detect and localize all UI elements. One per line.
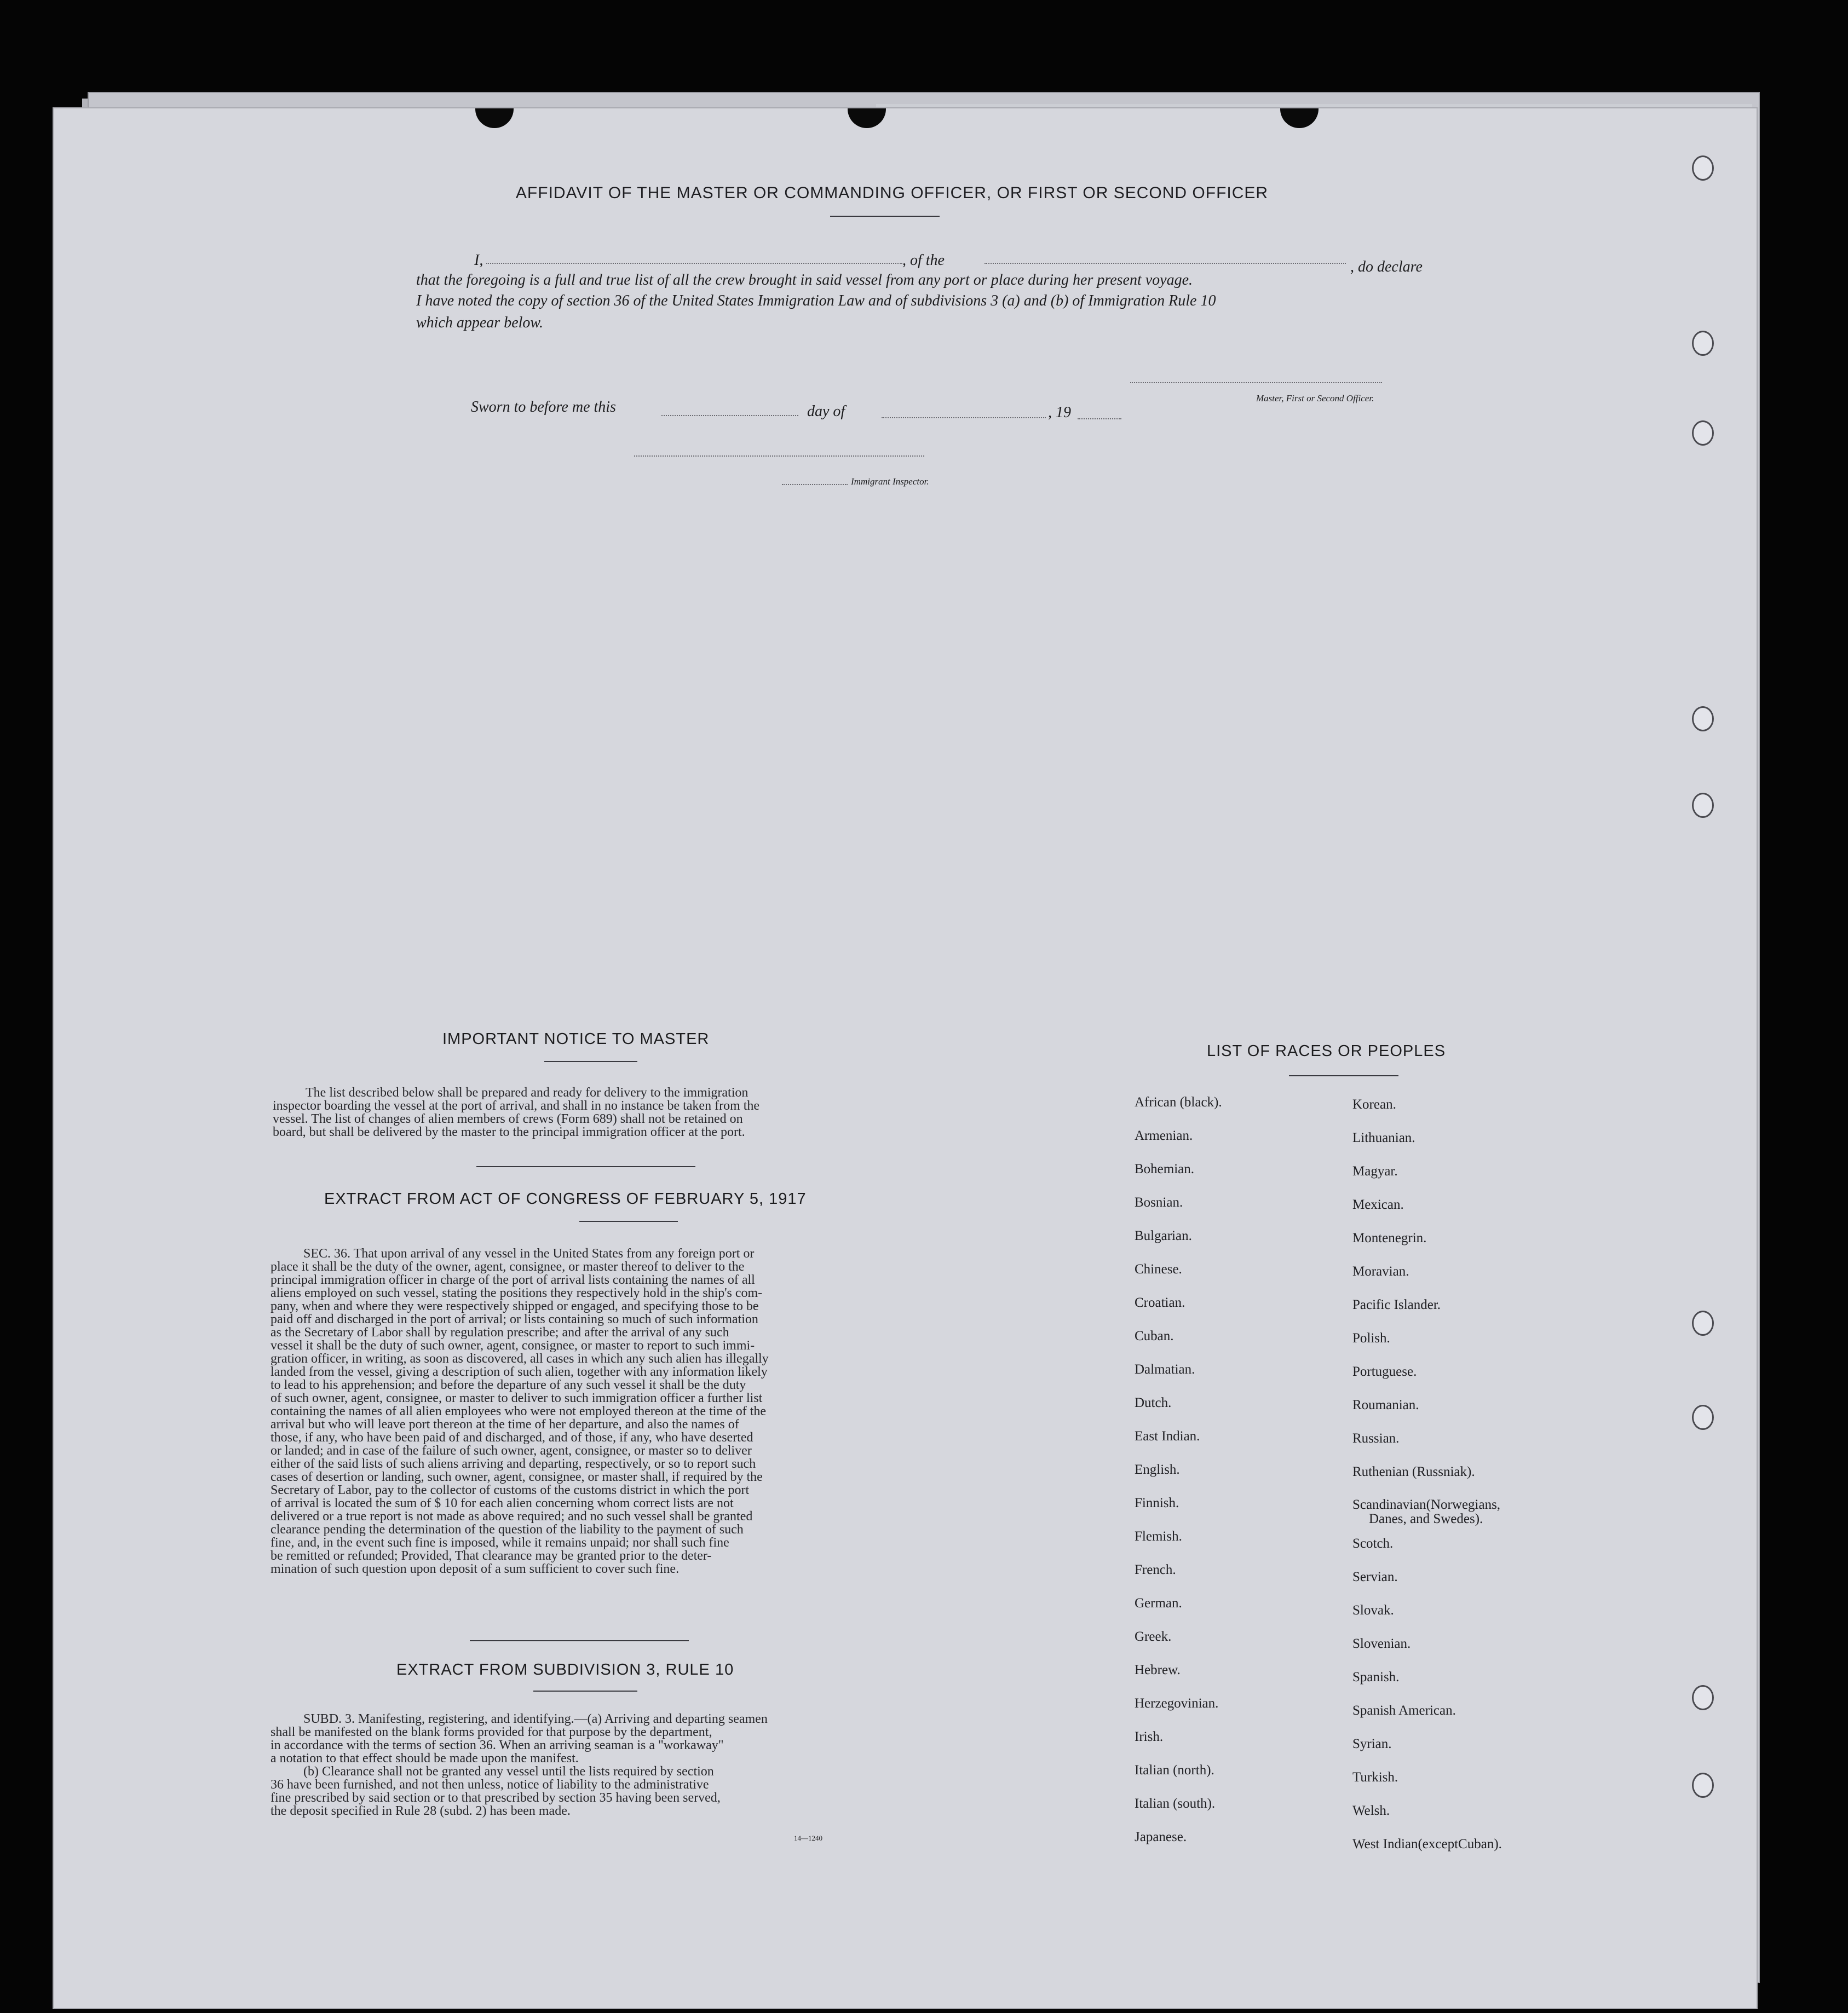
race-item: German.	[1135, 1596, 1182, 1611]
race-item: Slovenian.	[1352, 1636, 1411, 1651]
rule-line: 36 have been furnished, and not then unless, notice of liability to the administrative	[270, 1778, 709, 1792]
act-line: of arrival is located the sum of $ 10 for each alien concerning whom correct lists are not	[270, 1496, 734, 1510]
race-item: Bohemian.	[1135, 1162, 1195, 1176]
rule-line: the deposit specified in Rule 28 (subd. 2) has been made.	[270, 1804, 571, 1818]
act-line: SEC. 36. That upon arrival of any vessel in the United States from any foreign port or	[303, 1247, 755, 1261]
extract-rule-title: EXTRACT FROM SUBDIVISION 3, RULE 10	[396, 1661, 734, 1679]
race-item: Croatian.	[1135, 1295, 1185, 1310]
act-line: mination of such question upon deposit of a sum sufficient to cover such fine.	[270, 1562, 680, 1576]
race-item: Irish.	[1135, 1729, 1164, 1744]
race-item: Hebrew.	[1135, 1663, 1181, 1677]
act-line: fine, and, in the event such fine is imposed, while it remains unpaid; nor shall such fine	[270, 1536, 729, 1550]
rule-line: fine prescribed by said section or to that prescribed by section 35 having been served,	[270, 1791, 721, 1805]
act-line: or landed; and in case of the failure of such owner, agent, consignee, or master so to deliver	[270, 1444, 752, 1458]
race-item: Scandinavian(Norwegians,	[1352, 1497, 1501, 1512]
race-item: Dutch.	[1135, 1395, 1172, 1410]
act-line: vessel it shall be the duty of such owner, agent, consignee, or master to report to such immi-	[270, 1339, 755, 1353]
races-title: LIST OF RACES OR PEOPLES	[1207, 1042, 1446, 1060]
race-item: Finnish.	[1135, 1496, 1179, 1510]
name-blank	[486, 263, 902, 264]
race-item: Italian (north).	[1135, 1763, 1214, 1778]
act-line: paid off and discharged in the port of arrival; or lists containing so much of such information	[270, 1312, 758, 1326]
section-divider	[476, 1166, 695, 1167]
races-underline	[1289, 1075, 1398, 1076]
binder-notch	[848, 108, 886, 128]
races-column-1	[1135, 1095, 1222, 1863]
race-item: Bulgarian.	[1135, 1228, 1192, 1243]
affidavit-body-2: I have noted the copy of section 36 of the United States Immigration Law and of subdivisions 3 (a) and (b) of Immigration Rule 10	[416, 292, 1216, 309]
extract-act-title: EXTRACT FROM ACT OF CONGRESS OF FEBRUARY 5, 1917	[324, 1190, 807, 1208]
race-item: Servian.	[1352, 1570, 1398, 1584]
inspector-label: Immigrant Inspector.	[851, 476, 929, 487]
month-blank	[882, 417, 1046, 418]
race-item: Japanese.	[1135, 1830, 1187, 1844]
notice-underline	[544, 1061, 637, 1062]
binder-hole	[1692, 1773, 1714, 1798]
act-line: those, if any, who have been paid of and discharged, and of those, if any, who have deserted	[270, 1431, 753, 1445]
affidavit-i: I,	[474, 252, 483, 269]
notice-line: The list described below shall be prepared and ready for delivery to the immigration	[306, 1086, 749, 1100]
race-item: Greek.	[1135, 1629, 1172, 1644]
title-underline	[830, 216, 940, 217]
act-line: to lead to his apprehension; and before the departure of any such vessel it shall be the duty	[270, 1378, 746, 1392]
signature-blank	[1130, 382, 1382, 383]
year-blank	[1078, 418, 1121, 419]
race-item: Italian (south).	[1135, 1796, 1216, 1811]
affidavit-title: AFFIDAVIT OF THE MASTER OR COMMANDING OFFICER, OR FIRST OR SECOND OFFICER	[515, 184, 1269, 202]
race-item: Turkish.	[1352, 1770, 1398, 1785]
act-line: gration officer, in writing, as soon as discovered, all cases in which any such alien has illegally	[270, 1352, 769, 1366]
act-line: pany, when and where they were respectively shipped or engaged, and specifying those to be	[270, 1299, 759, 1313]
affidavit-of-the: , of the	[902, 252, 945, 269]
extract-rule-underline	[533, 1691, 637, 1692]
act-line: containing the names of all alien employees who were not employed thereon at the time of the	[270, 1404, 767, 1418]
binder-notch	[1280, 108, 1319, 128]
race-item: Portuguese.	[1352, 1364, 1417, 1379]
binder-notch	[475, 108, 514, 128]
act-line: as the Secretary of Labor shall by regulation prescribe; and after the arrival of any such	[270, 1325, 729, 1340]
rule-line: (b) Clearance shall not be granted any vessel until the lists required by section	[303, 1764, 714, 1779]
rule-line: SUBD. 3. Manifesting, registering, and identifying.—(a) Arriving and departing seamen	[303, 1712, 768, 1726]
race-item: Flemish.	[1135, 1529, 1182, 1544]
race-item: Dalmatian.	[1135, 1362, 1195, 1377]
inspector-prefix-dots	[782, 484, 848, 485]
race-item: Polish.	[1352, 1331, 1390, 1346]
race-item: Ruthenian (Russniak).	[1352, 1464, 1475, 1479]
race-item: Chinese.	[1135, 1262, 1182, 1277]
binder-hole	[1692, 420, 1714, 446]
act-line: Secretary of Labor, pay to the collector of customs of the customs district in which the port	[270, 1483, 750, 1497]
binder-hole	[1692, 793, 1714, 818]
affidavit-body-3: which appear below.	[416, 314, 544, 331]
race-item: African (black).	[1135, 1095, 1222, 1110]
act-line: clearance pending the determination of the question of the liability to the payment of such	[270, 1522, 744, 1537]
act-line: landed from the vessel, giving a description of such alien, together with any information likely	[270, 1365, 768, 1379]
race-item: English.	[1135, 1462, 1180, 1477]
extract-act-text	[270, 1247, 955, 1576]
binder-hole	[1692, 706, 1714, 731]
race-item: Spanish American.	[1352, 1703, 1456, 1718]
affidavit-body-1: that the foregoing is a full and true list of all the crew brought in said vessel from any port or place during her present voyage.	[416, 272, 1193, 289]
race-item: Syrian.	[1352, 1737, 1392, 1751]
notice-text	[273, 1086, 952, 1139]
document-page	[54, 108, 1757, 2008]
race-item: West Indian(exceptCuban).	[1352, 1837, 1502, 1852]
section-divider	[470, 1640, 689, 1641]
act-line: be remitted or refunded; Provided, That clearance may be granted prior to the deter-	[270, 1549, 712, 1563]
sworn-text: Sworn to before me this	[471, 399, 616, 416]
act-line: principal immigration officer in charge of the port of arrival lists containing the names of all	[270, 1273, 755, 1287]
race-item: Spanish.	[1352, 1670, 1400, 1685]
notice-title: IMPORTANT NOTICE TO MASTER	[442, 1030, 710, 1048]
day-blank	[661, 415, 798, 416]
race-item: Armenian.	[1135, 1128, 1193, 1143]
extract-rule-text	[270, 1712, 955, 1818]
race-item: Magyar.	[1352, 1164, 1398, 1179]
race-item: Pacific Islander.	[1352, 1297, 1441, 1312]
race-item: French.	[1135, 1562, 1176, 1577]
inspector-signature-blank	[634, 455, 924, 457]
act-line: place it shall be the duty of the owner, agent, consignee, or master thereof to deliver to the	[270, 1260, 745, 1274]
binder-hole	[1692, 331, 1714, 356]
binder-hole	[1692, 1311, 1714, 1336]
races-column-2	[1352, 1097, 1502, 1870]
race-item: Lithuanian.	[1352, 1130, 1415, 1145]
affidavit-do-declare: , do declare	[1350, 258, 1423, 275]
vessel-blank	[985, 263, 1346, 264]
rule-line: in accordance with the terms of section 36. When an arriving seaman is a "workaway"	[270, 1738, 724, 1752]
act-line: of such owner, agent, consignee, or master to deliver to such immigration officer a further list	[270, 1391, 763, 1405]
race-item: Mexican.	[1352, 1197, 1404, 1212]
race-item: Herzegovinian.	[1135, 1696, 1219, 1711]
master-label: Master, First or Second Officer.	[1256, 393, 1374, 403]
binder-hole	[1692, 155, 1714, 181]
race-item: East Indian.	[1135, 1429, 1200, 1444]
race-item: Cuban.	[1135, 1329, 1174, 1343]
act-line: arrival but who will leave port thereon at the time of her departure, and also the names of	[270, 1417, 739, 1432]
binder-hole	[1692, 1685, 1714, 1710]
year-text: , 19	[1048, 404, 1071, 421]
race-item: Roumanian.	[1352, 1398, 1419, 1412]
act-line: either of the said lists of such aliens arriving and departing, respectively, or so to report such	[270, 1457, 756, 1471]
race-item: Welsh.	[1352, 1803, 1390, 1818]
race-item: Slovak.	[1352, 1603, 1394, 1618]
notice-line: vessel. The list of changes of alien members of crews (Form 689) shall not be retained on	[273, 1112, 743, 1126]
race-item: Bosnian.	[1135, 1195, 1183, 1210]
notice-line: board, but shall be delivered by the master to the principal immigration officer at the port.	[273, 1125, 745, 1139]
extract-act-underline	[579, 1221, 678, 1222]
race-item: Montenegrin.	[1352, 1231, 1427, 1245]
form-number: 14—1240	[794, 1834, 822, 1842]
day-of-text: day of	[807, 403, 845, 420]
race-item-continuation: Danes, and Swedes).	[1369, 1512, 1483, 1526]
act-line: aliens employed on such vessel, stating the positions they respectively hold in the ship's com-	[270, 1286, 763, 1300]
act-line: delivered or a true report is not made as above required; and no such vessel shall be granted	[270, 1509, 753, 1524]
race-item: Korean.	[1352, 1097, 1396, 1112]
notice-line: inspector boarding the vessel at the port of arrival, and shall in no instance be taken from the	[273, 1099, 760, 1113]
rule-line: a notation to that effect should be made upon the manifest.	[270, 1751, 579, 1766]
act-line: cases of desertion or landing, such owner, agent, consignee, or master shall, if required by the	[270, 1470, 763, 1484]
race-item: Russian.	[1352, 1431, 1400, 1446]
rule-line: shall be manifested on the blank forms provided for that purpose by the department,	[270, 1725, 712, 1739]
race-item-scandinavian	[1352, 1498, 1502, 1536]
race-item: Moravian.	[1352, 1264, 1409, 1279]
binder-hole	[1692, 1405, 1714, 1430]
race-item: Scotch.	[1352, 1536, 1394, 1551]
